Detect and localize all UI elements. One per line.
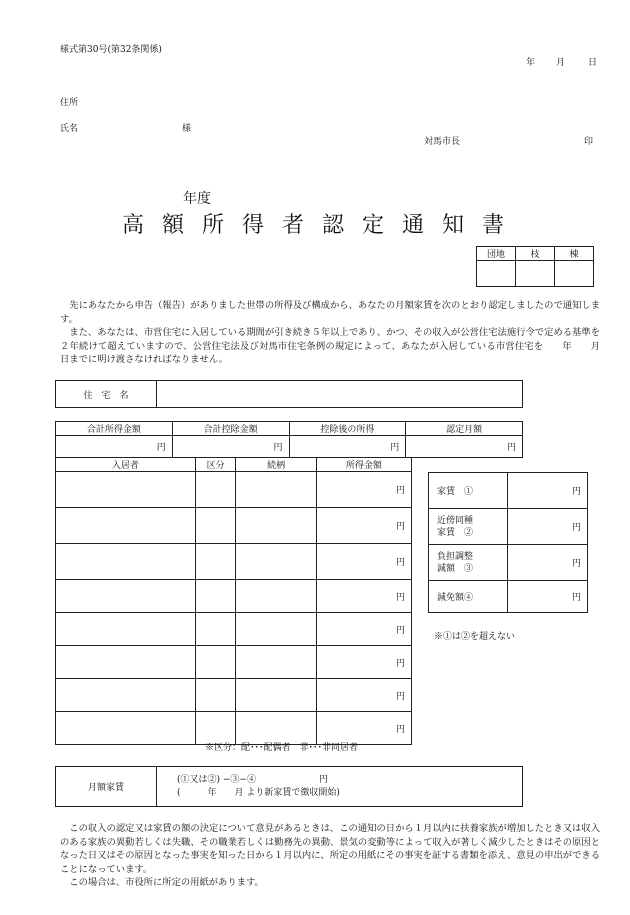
housing-name-field[interactable]: [157, 381, 523, 408]
rent-breakdown-table: [428, 472, 588, 613]
table-row: [56, 679, 412, 712]
table-row: [56, 613, 412, 646]
category-note: ※区分：配･･･配偶者 非･･･非同居者: [205, 743, 359, 753]
date-year: 年: [526, 58, 536, 68]
date-month: 月: [556, 58, 566, 68]
resident-relation[interactable]: [236, 712, 316, 745]
residents-header: 続柄: [236, 458, 316, 472]
form-number: 様式第30号(第32条関係): [60, 45, 162, 55]
resident-name[interactable]: [56, 679, 196, 712]
resident-category[interactable]: [195, 544, 236, 580]
monthly-rent-start: ( 年 月 より新家賃で徴収開始): [177, 787, 340, 798]
summary-header: 認定月額: [406, 422, 523, 436]
summary-header: 合計控除金額: [172, 422, 289, 436]
summary-value[interactable]: 円: [172, 436, 289, 458]
resident-income[interactable]: 円: [316, 679, 411, 712]
address-label: 住所: [60, 98, 79, 108]
rent-label: 家賃 ①: [429, 473, 508, 509]
resident-name[interactable]: [56, 646, 196, 679]
resident-income[interactable]: 円: [316, 508, 411, 544]
rent-label: 減免額④: [429, 581, 508, 613]
resident-category[interactable]: [195, 712, 236, 745]
seal-mark: 印: [584, 137, 594, 147]
fiscal-year-label: 年度: [183, 191, 211, 207]
rent-value[interactable]: 円: [508, 509, 588, 545]
monthly-rent-value[interactable]: [157, 767, 523, 807]
residents-header: 所得金額: [316, 458, 411, 472]
resident-relation[interactable]: [236, 544, 316, 580]
resident-name[interactable]: [56, 544, 196, 580]
resident-relation[interactable]: [236, 508, 316, 544]
summary-value[interactable]: 円: [289, 436, 406, 458]
housing-name-table: [55, 380, 523, 408]
date-day: 日: [588, 58, 598, 68]
resident-category[interactable]: [195, 646, 236, 679]
resident-name[interactable]: [56, 613, 196, 646]
table-row: [56, 712, 412, 745]
rent-value[interactable]: 円: [508, 545, 588, 581]
resident-income[interactable]: 円: [316, 613, 411, 646]
resident-category[interactable]: [195, 679, 236, 712]
resident-category[interactable]: [195, 613, 236, 646]
closing-text: [60, 822, 600, 890]
summary-value[interactable]: 円: [406, 436, 523, 458]
housing-code-header: 団地: [477, 247, 516, 261]
rent-label: 負担調整 減額 ③: [429, 545, 508, 581]
resident-income[interactable]: 円: [316, 544, 411, 580]
summary-header: 合計所得金額: [56, 422, 173, 436]
resident-name[interactable]: [56, 580, 196, 613]
resident-income[interactable]: 円: [316, 472, 411, 508]
resident-relation[interactable]: [236, 580, 316, 613]
resident-income[interactable]: 円: [316, 712, 411, 745]
table-row: [56, 580, 412, 613]
table-row: [56, 472, 412, 508]
resident-relation[interactable]: [236, 613, 316, 646]
closing-paragraph: この収入の認定又は家賃の額の決定について意見があるときは、この通知の日から１月以内に扶養家族が増加したとき又は収入のある家族の異動若しくは失職、その職業若しくは勤務先の異動、景気の変動等によって収入が著しく減少したときはその原因となった日又はその原因となった事実を知った日から１月以内に、所定の用紙にその事実を証する書類を添え、意見の申出ができることになっています。: [60, 823, 600, 875]
intro-paragraph: 先にあなたから申告（報告）がありました世帯の所得及び構成から、あなたの月額家賃を次のとおり認定しましたので通知します。: [60, 300, 600, 325]
resident-income[interactable]: 円: [316, 646, 411, 679]
housing-code-header: 枝: [516, 247, 555, 261]
page-title: 高額所得者認定通知書: [122, 213, 523, 238]
table-row: [56, 508, 412, 544]
residents-table: [55, 457, 412, 745]
residents-header: 区分: [195, 458, 236, 472]
resident-income[interactable]: 円: [316, 580, 411, 613]
residents-header: 入居者: [56, 458, 196, 472]
rent-value[interactable]: 円: [508, 581, 588, 613]
resident-relation[interactable]: [236, 679, 316, 712]
summary-value[interactable]: 円: [56, 436, 173, 458]
monthly-rent-formula: (①又は②) −③−④ 円: [177, 774, 328, 785]
resident-category[interactable]: [195, 508, 236, 544]
summary-header: 控除後の所得: [289, 422, 406, 436]
resident-name[interactable]: [56, 508, 196, 544]
table-row: [56, 544, 412, 580]
housing-code-cell[interactable]: [516, 261, 555, 287]
resident-category[interactable]: [195, 472, 236, 508]
housing-code-table: [476, 246, 594, 287]
rent-label: 近傍同種 家賃 ②: [429, 509, 508, 545]
resident-category[interactable]: [195, 580, 236, 613]
resident-relation[interactable]: [236, 646, 316, 679]
housing-code-header: 棟: [555, 247, 594, 261]
rent-value[interactable]: 円: [508, 473, 588, 509]
housing-code-cell[interactable]: [477, 261, 516, 287]
income-summary-table: [55, 421, 523, 458]
resident-name[interactable]: [56, 472, 196, 508]
resident-relation[interactable]: [236, 472, 316, 508]
resident-name[interactable]: [56, 712, 196, 745]
housing-name-label: 住 宅 名: [56, 381, 157, 408]
closing-paragraph: この場合は、市役所に所定の用紙があります。: [69, 877, 264, 888]
intro-paragraph: また、あなたは、市営住宅に入居している期間が引き続き５年以上であり、かつ、その収入が公営住宅法施行令で定める基準を２年続けて超えていますので、公営住宅法及び対馬市住宅条例の規定によって、あなたが入居している市営住宅を 年 月 日までに明け渡さなければなりません。: [60, 327, 619, 365]
table-row: [56, 646, 412, 679]
rent-note: ※①は②を超えない: [434, 632, 516, 642]
name-label: 氏名: [60, 124, 79, 134]
mayor-name: 対馬市長: [424, 137, 461, 147]
monthly-rent-label: 月額家賃: [56, 767, 157, 807]
monthly-rent-table: [55, 766, 523, 807]
intro-text: [60, 299, 619, 367]
honorific: 様: [182, 124, 192, 134]
housing-code-cell[interactable]: [555, 261, 594, 287]
